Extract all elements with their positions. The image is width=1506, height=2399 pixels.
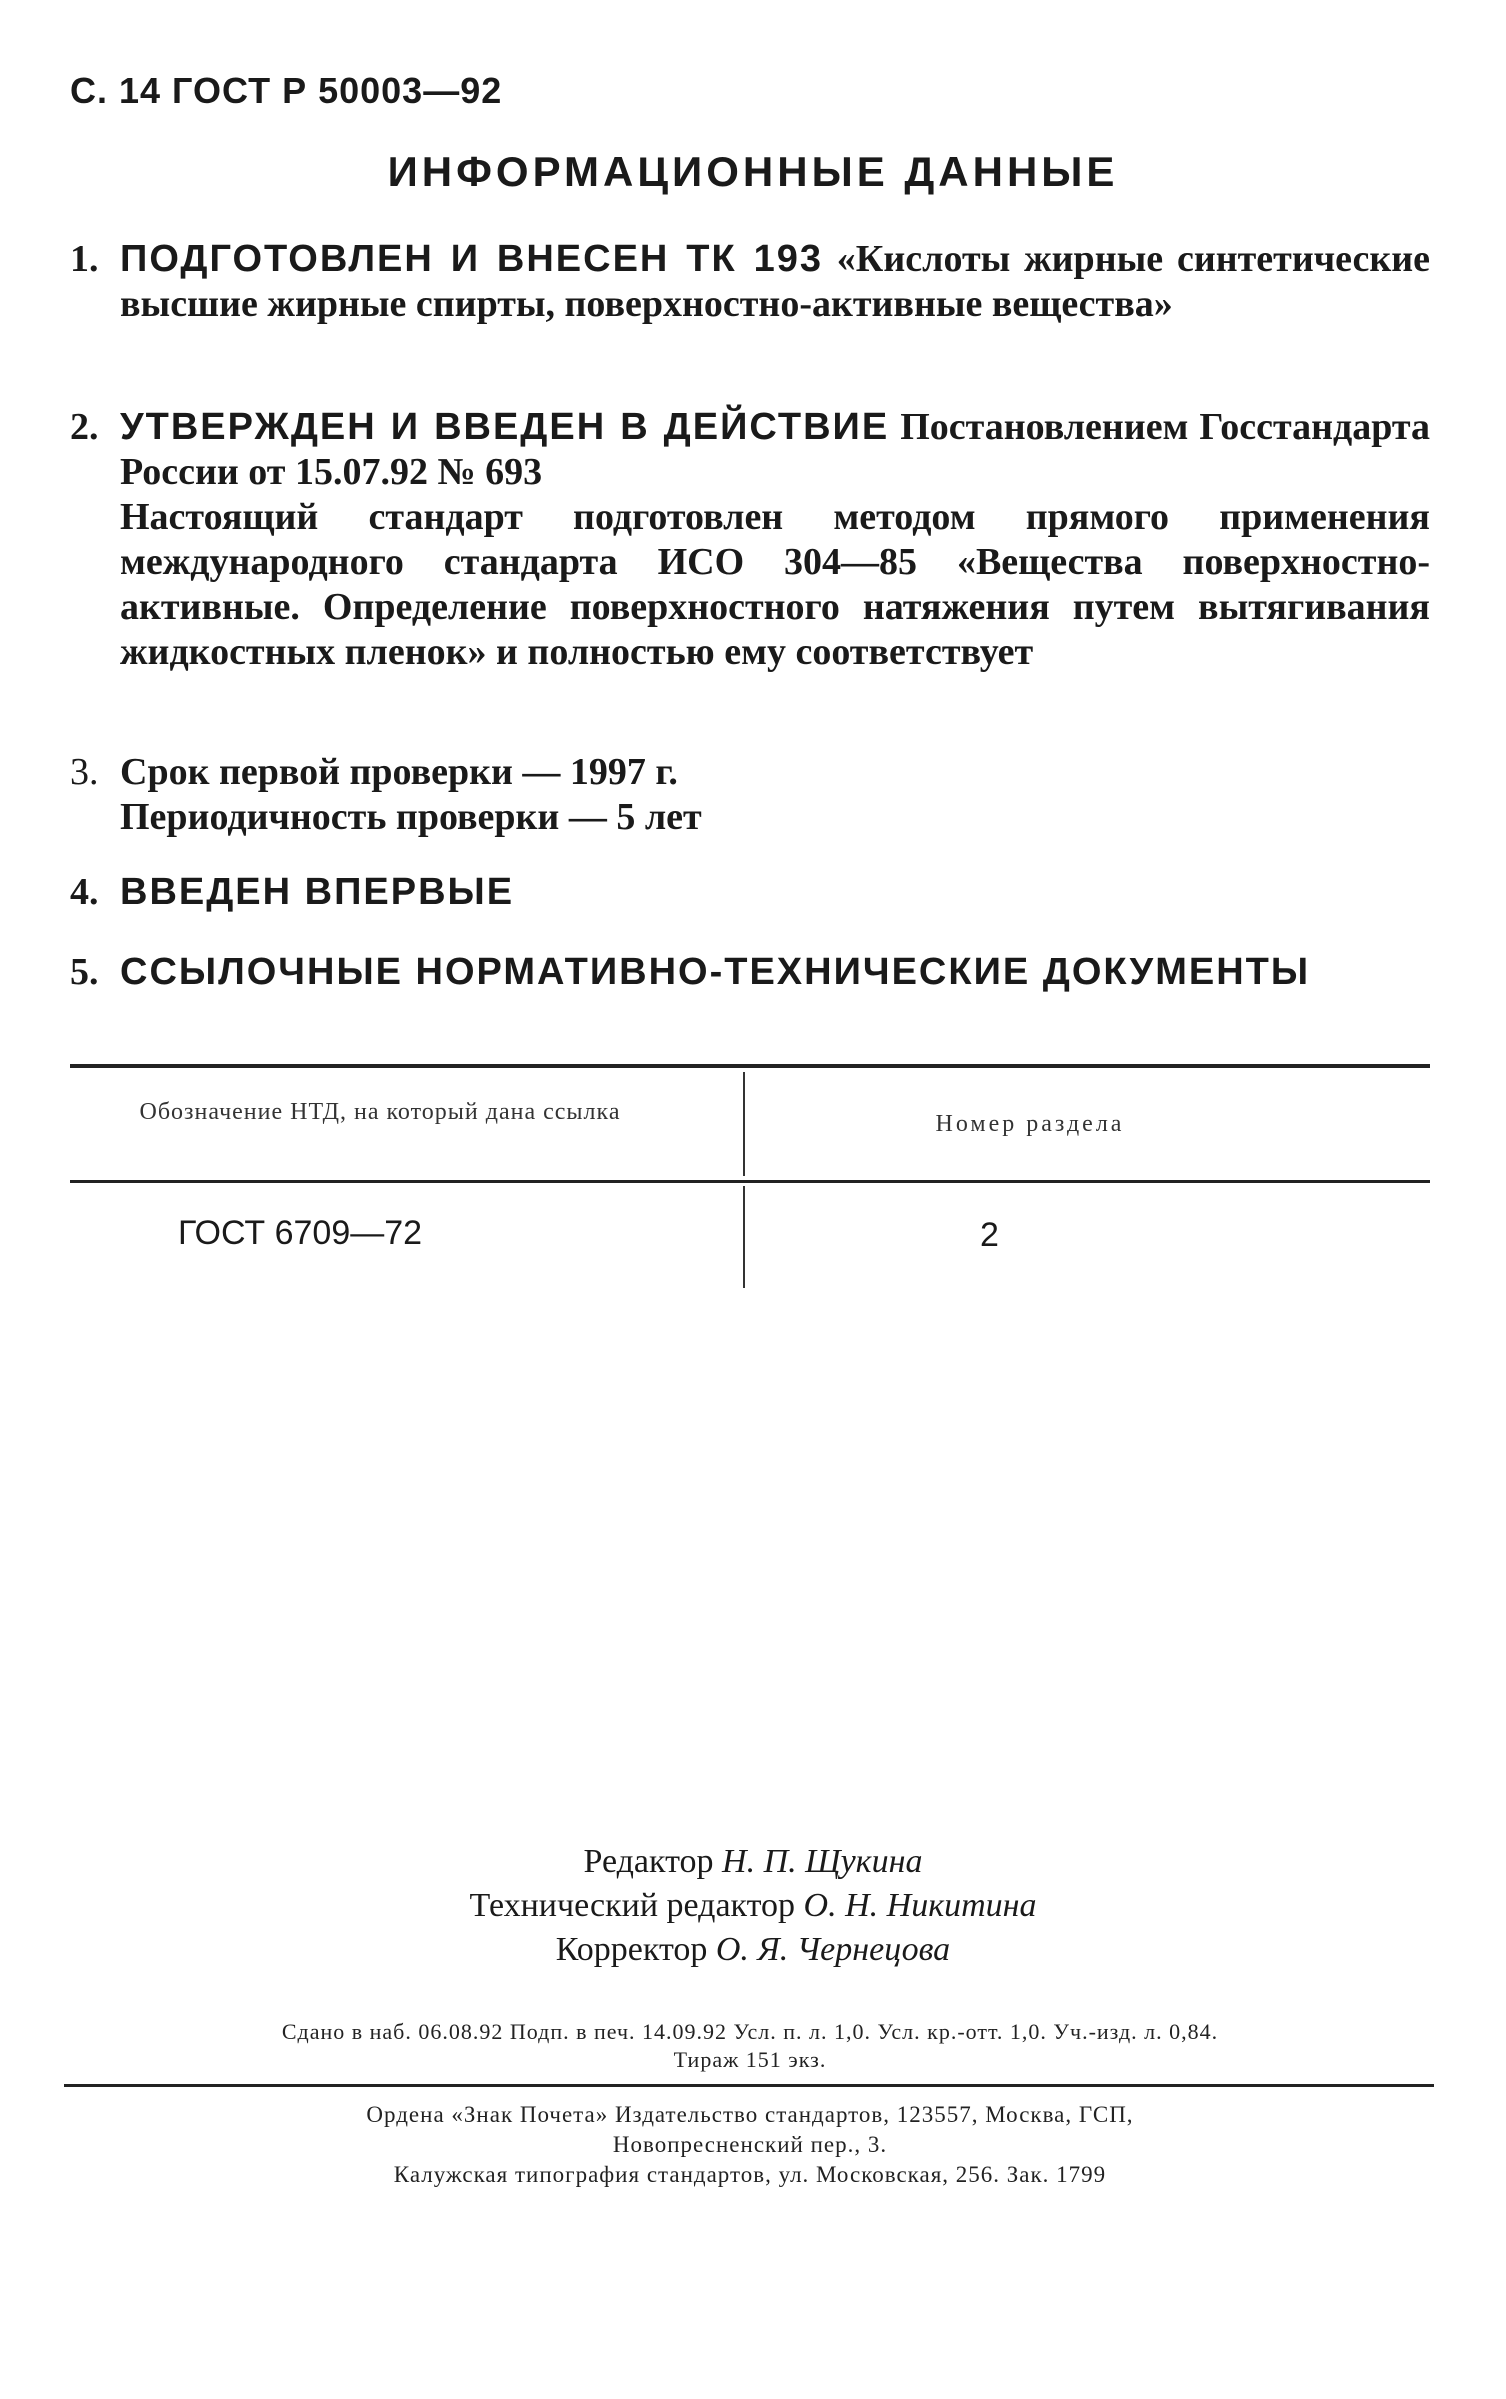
credit-tech-editor — [0, 1884, 1506, 1928]
credit-role: Корректор — [555, 1931, 708, 1968]
item-note: Настоящий стандарт подготовлен методом прямого применения международного стандарта ИСО 304—85 «Вещества поверхностно-активные. Определение поверхностного натяжения путем вытягивания жидкостных пленок» и полностью ему соответствует — [120, 496, 1430, 673]
publisher-line: Ордена «Знак Почета» Издательство стандартов, 123557, Москва, ГСП, — [366, 2102, 1134, 2127]
page-header: С. 14 ГОСТ Р 50003—92 — [70, 70, 503, 111]
item-lead: ССЫЛОЧНЫЕ НОРМАТИВНО-ТЕХНИЧЕСКИЕ ДОКУМЕНТЫ — [120, 951, 1311, 993]
imprint — [70, 2018, 1430, 2074]
item-number: 1. — [70, 238, 99, 280]
table-cell-document: ГОСТ 6709—72 — [178, 1214, 423, 1252]
table-cell-section: 2 — [980, 1216, 999, 1254]
table-top-rule — [70, 1064, 1430, 1068]
imprint-line: Тираж 151 экз. — [673, 2047, 827, 2072]
column-divider — [743, 1186, 745, 1288]
credit-name: О. Н. Никитина — [803, 1887, 1037, 1924]
item-number: 4. — [70, 871, 99, 913]
publisher-info — [70, 2100, 1430, 2190]
table-header-document: Обозначение НТД, на который дана ссылка — [139, 1099, 621, 1125]
item-number: 3. — [70, 751, 99, 793]
item-line: Срок первой проверки — 1997 г. — [120, 751, 678, 793]
item-number: 5. — [70, 951, 99, 993]
imprint-line: Сдано в наб. 06.08.92 Подп. в печ. 14.09.92 Усл. п. л. 1,0. Усл. кр.-отт. 1,0. Уч.-изд. л. 0,84. — [281, 2019, 1219, 2044]
item-text: Постановлением Госстандарта России от 15.07.92 № 693 — [120, 406, 1430, 493]
item-lead: ПОДГОТОВЛЕН И ВНЕСЕН ТК 193 — [120, 238, 823, 280]
item-lead: ВВЕДЕН ВПЕРВЫЕ — [120, 871, 515, 913]
credit-editor — [0, 1840, 1506, 1884]
info-item-1 — [70, 237, 1430, 327]
credit-role: Технический редактор — [469, 1887, 796, 1924]
info-item-3 — [70, 750, 1430, 840]
section-title: ИНФОРМАЦИОННЫЕ ДАННЫЕ — [387, 148, 1119, 195]
column-divider — [743, 1072, 745, 1176]
item-number: 2. — [70, 406, 99, 448]
info-item-2 — [70, 405, 1430, 675]
item-text: «Кислоты жирные синтетические высшие жирные спирты, поверхностно-активные вещества» — [120, 238, 1430, 325]
credit-name: О. Я. Чернецова — [715, 1931, 951, 1968]
item-line: Периодичность проверки — 5 лет — [120, 796, 702, 838]
info-item-4 — [70, 870, 1430, 915]
table-header-rule — [70, 1180, 1430, 1183]
publisher-line: Новопресненский пер., 3. — [612, 2132, 888, 2157]
imprint-rule — [64, 2084, 1434, 2087]
credits — [0, 1840, 1506, 1972]
credit-name: Н. П. Щукина — [722, 1843, 923, 1880]
credit-corrector — [0, 1928, 1506, 1972]
publisher-line: Калужская типография стандартов, ул. Московская, 256. Зак. 1799 — [393, 2162, 1107, 2187]
item-lead: УТВЕРЖДЕН И ВВЕДЕН В ДЕЙСТВИЕ — [120, 406, 890, 448]
table-header-section: Номер раздела — [935, 1111, 1125, 1137]
info-item-5 — [70, 950, 1430, 995]
credit-role: Редактор — [583, 1843, 714, 1880]
reference-table — [70, 1064, 1430, 1292]
